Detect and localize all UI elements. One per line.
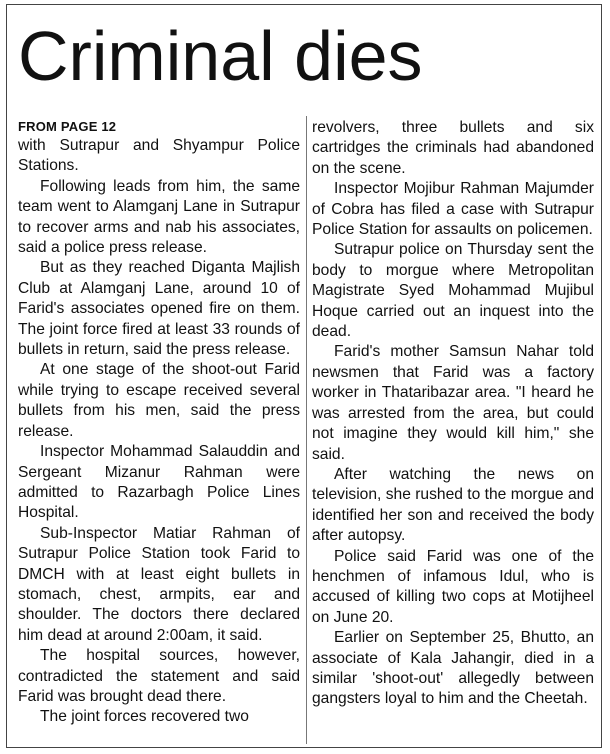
paragraph: revolvers, three bullets and six cartridges the criminals had abandoned on the scene. — [312, 119, 594, 177]
paragraph: Inspector Mohammad Salauddin and Sergeant Mizanur Rahman were admitted to Razarbagh Police Lines Hospital. — [18, 443, 300, 522]
paragraph: Earlier on September 25, Bhutto, an associate of Kala Jahangir, died in a similar 'shoot-out' allegedly between gangsters loyal to him and the Cheetah. — [312, 629, 594, 708]
paragraph: Following leads from him, the same team went to Alamganj Lane in Sutrapur to recover arms and nab his associates, said a police press release. — [18, 177, 300, 257]
kicker: FROM PAGE 12 — [18, 119, 117, 134]
paragraph: At one stage of the shoot-out Farid while trying to escape received several bullets from his men, said the press release. — [18, 361, 300, 440]
paragraph: The joint forces recovered two — [40, 708, 249, 726]
article-body — [18, 118, 594, 746]
paragraph: Police said Farid was one of the henchmen of infamous Idul, who is accused of killing two cops at Motijheel on June 20. — [312, 547, 594, 626]
paragraph: Sub-Inspector Matiar Rahman of Sutrapur Police Station took Farid to DMCH with at least eight bullets in stomach, chest, armpits, ear and shoulder. The doctors there declared him dead at around 2:00am, it said. — [18, 524, 300, 644]
paragraph: Inspector Mojibur Rahman Majumder of Cobra has filed a case with Sutrapur Police Station for assaults on policemen. — [312, 180, 594, 239]
paragraph: But as they reached Diganta Majlish Club at Alamganj Lane, around 10 of Farid's associates opened fire on them. The joint force fired at least 33 rounds of bullets in return, said the press release. — [18, 259, 300, 359]
paragraph: Sutrapur police on Thursday sent the body to morgue where Metropolitan Magistrate Syed Mohammad Mujibul Hoque carried out an inquest into the dead. — [312, 241, 594, 341]
paragraph: After watching the news on television, she rushed to the morgue and identified her son and received the body after autopsy. — [312, 465, 594, 545]
left-column — [18, 118, 300, 746]
paragraph: with Sutrapur and Shyampur Police Stations. — [18, 137, 300, 175]
right-column — [312, 118, 594, 746]
paragraph: Farid's mother Samsun Nahar told newsmen that Farid was a factory worker in Thataribazar area. "I heard he was arrested from the area, but could not imagine they would kill him," she said. — [312, 343, 594, 463]
paragraph: The hospital sources, however, contradicted the statement and said Farid was brought dead there. — [18, 647, 300, 705]
headline: Criminal dies — [18, 17, 423, 95]
